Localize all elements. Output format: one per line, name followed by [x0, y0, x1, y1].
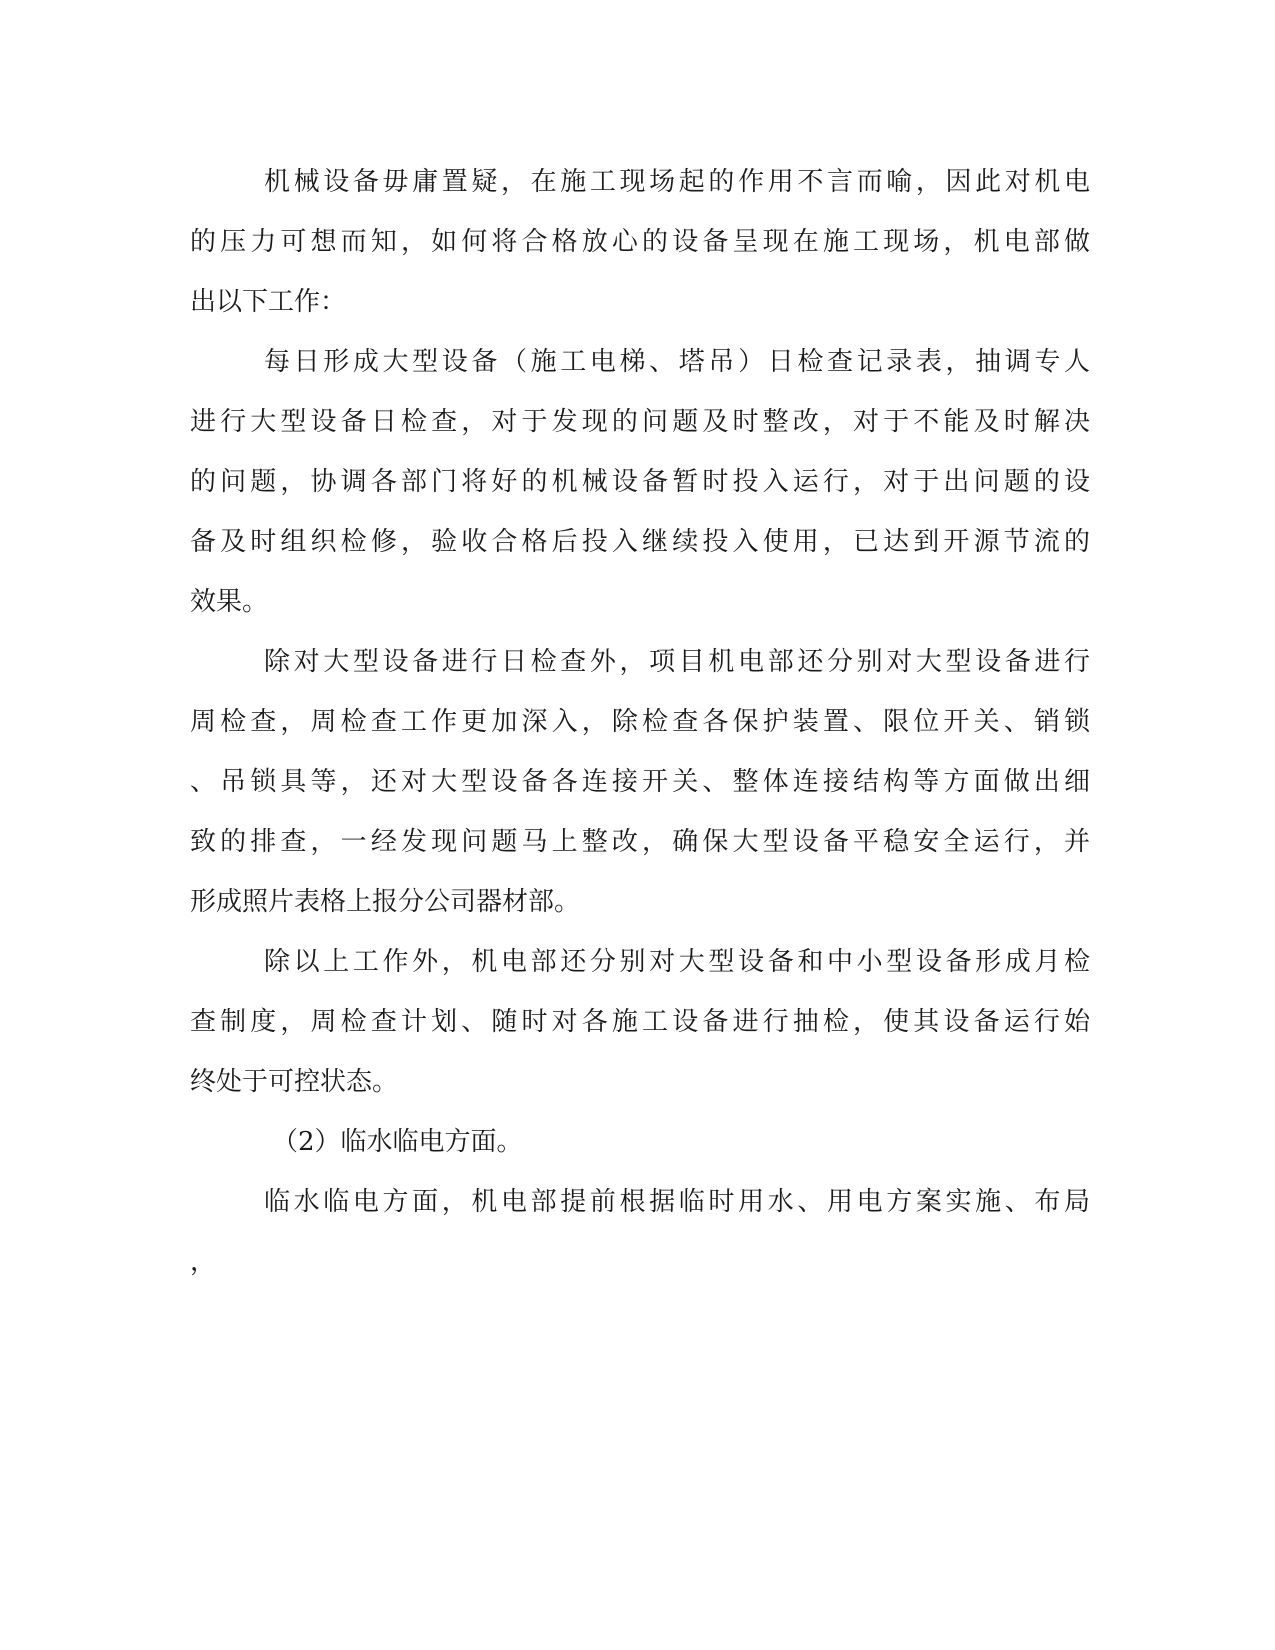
paragraph-1-line-1: 机械设备毋庸置疑，在施工现场起的作用不言而喻，因此对机电 [264, 167, 1090, 197]
paragraph-3-line-5: 形成照片表格上报分公司器材部。 [190, 887, 581, 917]
paragraph-6-line-2: ， [190, 1247, 217, 1277]
paragraph-2-line-1: 每日形成大型设备（施工电梯、塔吊）日检查记录表，抽调专人 [264, 347, 1090, 377]
paragraph-2-line-2: 进行大型设备日检查，对于发现的问题及时整改，对于不能及时解决 [190, 407, 1090, 437]
paragraph-3-line-2: 周检查，周检查工作更加深入，除检查各保护装置、限位开关、销锁 [190, 707, 1090, 737]
paragraph-4-line-3: 终处于可控状态。 [190, 1067, 399, 1097]
paragraph-4-line-2: 查制度，周检查计划、随时对各施工设备进行抽检，使其设备运行始 [190, 1007, 1090, 1037]
paragraph-4-line-1: 除以上工作外，机电部还分别对大型设备和中小型设备形成月检 [264, 947, 1090, 977]
paragraph-3-line-1: 除对大型设备进行日检查外，项目机电部还分别对大型设备进行 [264, 647, 1090, 677]
paragraph-6-line-1: 临水临电方面，机电部提前根据临时用水、用电方案实施、布局 [264, 1187, 1090, 1217]
section-heading: （2）临水临电方面。 [272, 1127, 523, 1157]
paragraph-1-line-3: 出以下工作： [190, 287, 347, 317]
paragraph-3-line-3: 、吊锁具等，还对大型设备各连接开关、整体连接结构等方面做出细 [190, 767, 1090, 797]
paragraph-1-line-2: 的压力可想而知，如何将合格放心的设备呈现在施工现场，机电部做 [190, 227, 1090, 257]
paragraph-2-line-5: 效果。 [190, 587, 269, 617]
paragraph-3-line-4: 致的排查，一经发现问题马上整改，确保大型设备平稳安全运行，并 [190, 827, 1090, 857]
paragraph-2-line-3: 的问题，协调各部门将好的机械设备暂时投入运行，对于出问题的设 [190, 467, 1090, 497]
paragraph-2-line-4: 备及时组织检修，验收合格后投入继续投入使用，已达到开源节流的 [190, 527, 1090, 557]
